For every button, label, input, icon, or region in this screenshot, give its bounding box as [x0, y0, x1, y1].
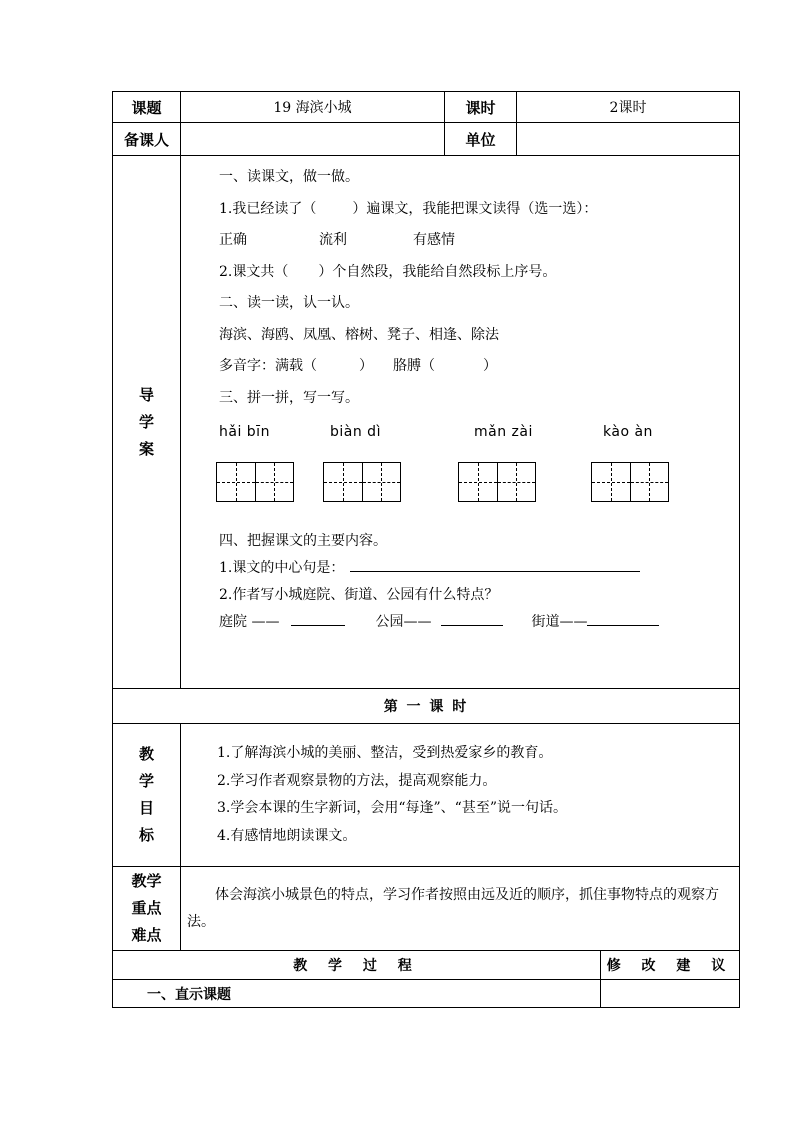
section-4-question-2: 2.作者写小城庭院、街道、公园有什么特点？	[219, 587, 499, 603]
lesson-plan-table	[112, 91, 740, 1008]
park-blank[interactable]	[441, 611, 503, 626]
pinyin-2: biàn dì	[330, 424, 381, 440]
reading-options	[219, 225, 739, 257]
pinyin-3: mǎn zài	[474, 424, 533, 440]
writing-grid-1[interactable]	[216, 462, 294, 502]
pinyin-row	[219, 418, 739, 456]
lesson-title-row	[113, 689, 740, 724]
guide-row	[113, 156, 740, 689]
writing-grid-3[interactable]	[458, 462, 536, 502]
central-sentence-blank[interactable]	[350, 557, 640, 572]
header-row-topic	[113, 92, 740, 123]
section-1-title: 一、读课文，做一做。	[219, 169, 359, 185]
lesson-title: 第 一 课 时	[113, 689, 740, 724]
section-2-title: 二、读一读，认一认。	[219, 295, 359, 311]
goals-row	[113, 724, 740, 867]
goal-item: 3.学会本课的生字新词，会用“每逢”、“甚至”说一句话。	[217, 800, 567, 816]
unit-value	[517, 123, 740, 156]
writing-grid-4[interactable]	[591, 462, 669, 502]
section-3-title: 三、拼一拼，写一写。	[219, 389, 359, 406]
street-blank[interactable]	[587, 611, 659, 626]
key-points-row	[113, 867, 740, 951]
polyphonic-characters: 多音字：满载（ ） 胳膊（ ）	[219, 358, 497, 374]
goals-label: 教 学 目 标	[113, 724, 181, 867]
section-1-question-2: 2.课文共（ ）个自然段，我能给自然段标上序号。	[219, 263, 557, 280]
preparer-value	[181, 123, 445, 156]
preparer-label: 备课人	[113, 123, 181, 156]
key-points-text: 体会海滨小城景色的特点，学习作者按照由远及近的顺序，抓住事物特点的观察方法。	[181, 867, 740, 951]
courtyard-blank[interactable]	[291, 611, 345, 626]
header-row-preparer	[113, 123, 740, 156]
goal-item: 4.有感情地朗读课文。	[217, 827, 357, 844]
goals-content	[181, 724, 740, 867]
pinyin-4: kào àn	[603, 424, 653, 440]
topic-value: 19 海滨小城	[181, 92, 445, 123]
vocabulary-words: 海滨、海鸥、凤凰、榕树、凳子、相逢、除法	[219, 326, 499, 343]
period-value: 2课时	[517, 92, 740, 123]
features-answers: 庭院 —— 公园—— 街道——	[219, 609, 739, 636]
writing-grid-2[interactable]	[323, 462, 401, 502]
revision-title: 修 改 建 议	[601, 951, 740, 980]
topic-label: 课题	[113, 92, 181, 123]
section-4-title: 四、把握课文的主要内容。	[219, 533, 387, 549]
section-4-question-1: 1.课文的中心句是：	[219, 555, 739, 582]
section-1-question-1: 1.我已经读了（ ）遍课文，我能把课文读得（选一选）：	[219, 200, 598, 217]
process-step-1: 一、直示课题	[113, 980, 601, 1008]
process-header-row	[113, 951, 740, 980]
goal-item: 1.了解海滨小城的美丽、整洁，受到热爱家乡的教育。	[217, 745, 553, 761]
process-title: 教 学 过 程	[113, 951, 601, 980]
guide-content	[181, 156, 740, 689]
revision-cell[interactable]	[601, 980, 740, 1008]
key-points-label: 教学 重点 难点	[113, 867, 181, 951]
guide-label: 导 学 案	[113, 156, 181, 689]
unit-label: 单位	[445, 123, 517, 156]
option-fluent: 流利	[319, 232, 347, 248]
option-emotional: 有感情	[413, 232, 455, 248]
option-correct: 正确	[219, 232, 247, 248]
process-step-row	[113, 980, 740, 1008]
period-label: 课时	[445, 92, 517, 123]
writing-grid-row	[219, 456, 739, 528]
pinyin-1: hǎi bīn	[219, 424, 270, 440]
goal-item: 2.学习作者观察景物的方法，提高观察能力。	[217, 772, 497, 789]
